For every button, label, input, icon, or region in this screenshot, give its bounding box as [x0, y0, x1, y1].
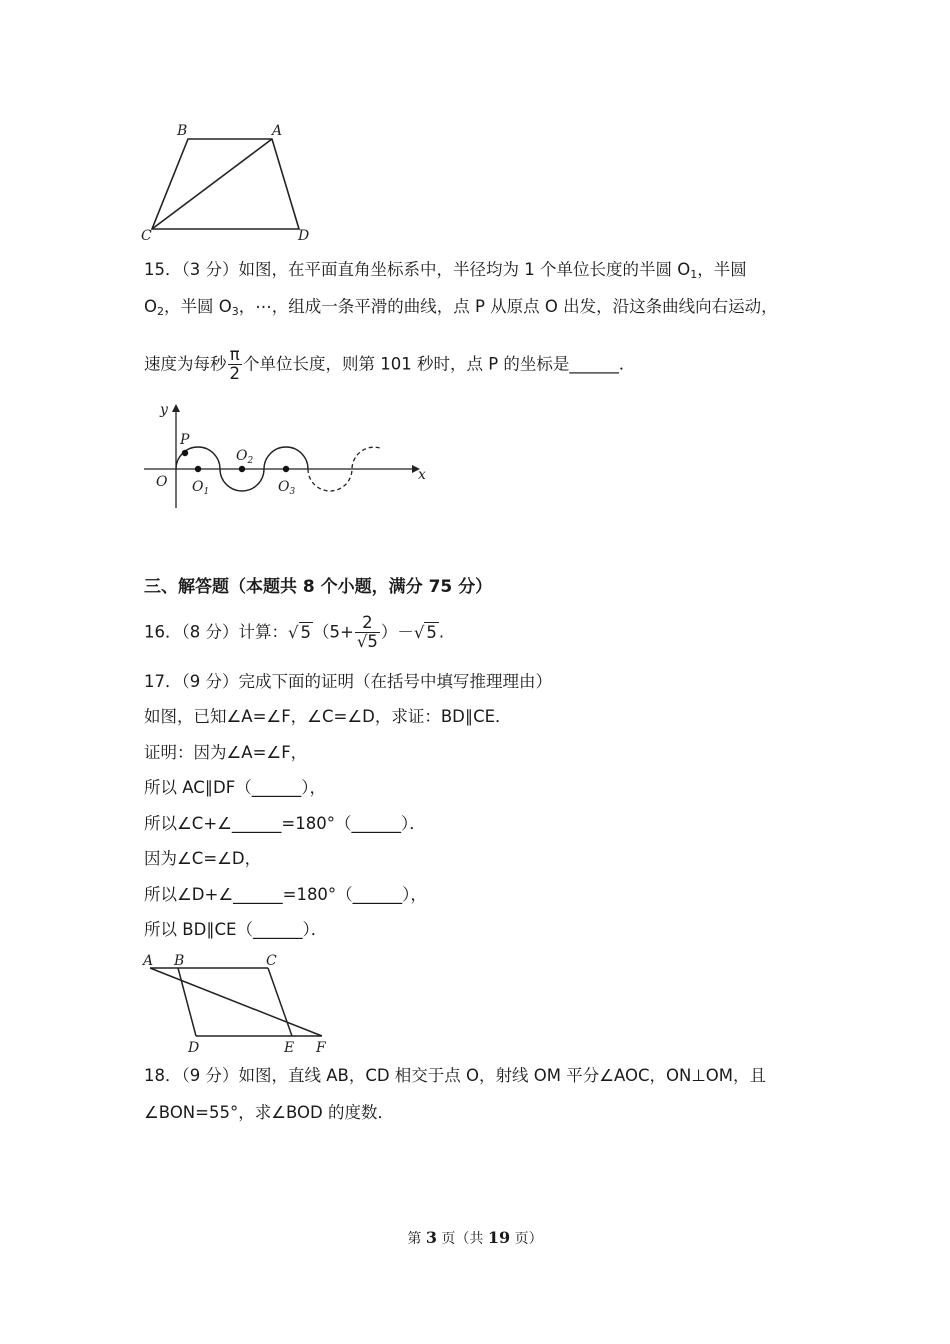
q17-given: 如图，已知∠A=∠F，∠C=∠D，求证：BD∥CE．	[144, 707, 512, 726]
q17-title: 17．（9 分）完成下面的证明（在括号中填写推理理由）	[144, 672, 552, 691]
q17-step: 所以 AC∥DF（______），	[144, 778, 326, 797]
q17-step: 证明：因为∠A=∠F，	[144, 743, 308, 762]
trapezoid-figure	[138, 118, 318, 244]
semicircle-wave-figure	[140, 398, 440, 513]
svg-text:O1: $O_1$	[192, 479, 210, 497]
section3-heading: 三、解答题（本题共 8 个小题，满分 75 分）	[144, 577, 493, 597]
svg-text:O2: $O_2$	[236, 448, 254, 466]
point-P-label: P	[180, 432, 190, 448]
q17-step: 因为∠C=∠D，	[144, 849, 262, 868]
parallel-lines-figure	[140, 950, 340, 1056]
q17-step: 所以 BD∥CE（______）．	[144, 920, 328, 939]
y-axis-label: y	[160, 402, 168, 418]
page-number: 3	[425, 1228, 437, 1247]
label-B: B	[174, 953, 185, 969]
label-D: D	[298, 228, 310, 244]
origin-label: O	[156, 474, 168, 490]
label-A: A	[272, 123, 283, 139]
q15-line2: $O_2$，半圆 $O_3$，⋯，组成一条平滑的曲线，点 P 从原点 O 出发，沿这条曲线向右运动，	[144, 297, 778, 318]
label-E: E	[284, 1040, 295, 1056]
q15-line1: 15．（3 分）如图，在平面直角坐标系中，半径均为 1 个单位长度的半圆 $O_1$，半圆	[144, 260, 747, 281]
svg-text:O3: $O_3$	[278, 479, 296, 497]
q17-step: 所以∠C+∠______=180°（______）．	[144, 814, 426, 833]
label-C: C	[141, 228, 152, 244]
pi-over-2-fraction: $\frac{\pi}{2}$	[229, 345, 240, 383]
label-D: D	[188, 1040, 200, 1056]
q18-line2: ∠BON=55°，求∠BOD 的度数．	[144, 1103, 394, 1122]
label-A: A	[143, 953, 154, 969]
label-C: C	[266, 953, 277, 969]
q16-line: 16．（8 分）计算：√ 5 （5+ $\frac{2}{√5}$ ）－√ 5 .	[144, 613, 445, 651]
q17-step: 所以∠D+∠______=180°（______），	[144, 885, 427, 904]
label-B: B	[177, 123, 188, 139]
page-footer: 第 3 页（共 19 页）	[407, 1228, 543, 1247]
label-F: F	[316, 1040, 326, 1056]
total-pages: 19	[487, 1228, 511, 1247]
q18-line1: 18．（9 分）如图，直线 AB，CD 相交于点 O，射线 OM 平分∠AOC，ON⊥OM，且	[144, 1066, 766, 1085]
x-axis-label: x	[418, 467, 426, 483]
q15-line3: 速度为每秒 $\frac{\pi}{2}$ 个单位长度，则第 101 秒时，点 P 的坐标是______．	[144, 345, 636, 383]
